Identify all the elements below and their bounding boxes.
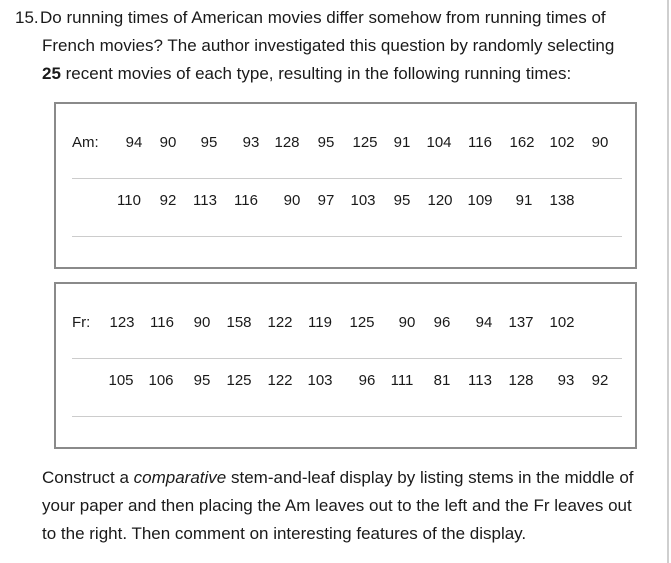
am-running-time: 104 bbox=[426, 134, 452, 151]
fr-running-time: 94 bbox=[475, 314, 493, 331]
am-running-time: 116 bbox=[468, 134, 492, 151]
am-running-time: 93 bbox=[242, 134, 260, 151]
fr-running-time: 113 bbox=[468, 372, 492, 389]
fr-running-time: 122 bbox=[267, 372, 293, 389]
am-running-time: 90 bbox=[283, 192, 301, 209]
am-running-time: 97 bbox=[317, 192, 335, 209]
fr-bottom-divider bbox=[72, 416, 622, 417]
fr-running-time: 125 bbox=[226, 372, 252, 389]
question-text-line-1: Do running times of American movies differ somehow from running times of bbox=[40, 8, 606, 27]
am-running-time: 128 bbox=[274, 134, 300, 151]
fr-running-time: 90 bbox=[398, 314, 416, 331]
instructions-line-3: to the right. Then comment on interesting features of the display. bbox=[42, 524, 527, 543]
am-label: Am: bbox=[72, 134, 99, 151]
am-running-time: 102 bbox=[549, 134, 575, 151]
am-running-time: 110 bbox=[117, 192, 141, 209]
fr-running-time: 102 bbox=[549, 314, 575, 331]
am-running-time: 125 bbox=[352, 134, 378, 151]
fr-running-time: 111 bbox=[390, 372, 414, 389]
question-text-line-3-rest: recent movies of each type, resulting in the following running times: bbox=[60, 64, 572, 83]
fr-running-time: 158 bbox=[226, 314, 252, 331]
instructions-line-1-start: Construct a bbox=[42, 468, 134, 487]
am-running-time: 91 bbox=[515, 192, 533, 209]
fr-running-time: 106 bbox=[148, 372, 174, 389]
fr-running-time: 122 bbox=[267, 314, 293, 331]
fr-row-divider bbox=[72, 358, 622, 359]
am-running-time: 95 bbox=[200, 134, 218, 151]
am-running-time: 94 bbox=[125, 134, 143, 151]
am-running-time: 116 bbox=[234, 192, 258, 209]
am-running-time: 120 bbox=[427, 192, 453, 209]
instructions-emphasis: comparative bbox=[133, 468, 227, 487]
am-running-time: 92 bbox=[159, 192, 177, 209]
question-text-line-2: French movies? The author investigated this question by randomly selecting bbox=[42, 36, 615, 55]
fr-running-time: 81 bbox=[433, 372, 451, 389]
am-running-time: 113 bbox=[193, 192, 217, 209]
instructions-line-1 bbox=[42, 468, 634, 488]
am-running-time: 162 bbox=[509, 134, 535, 151]
instructions-line-1-end: stem-and-leaf display by listing stems in the middle of bbox=[226, 468, 634, 487]
am-bottom-divider bbox=[72, 236, 622, 237]
question-number: 15. bbox=[15, 8, 39, 27]
fr-running-time: 93 bbox=[557, 372, 575, 389]
am-row-divider bbox=[72, 178, 622, 179]
fr-running-time: 119 bbox=[308, 314, 332, 331]
fr-running-time: 96 bbox=[433, 314, 451, 331]
instructions-line-2: your paper and then placing the Am leaves out to the left and the Fr leaves out bbox=[42, 496, 632, 515]
am-running-time: 109 bbox=[467, 192, 493, 209]
am-running-time: 95 bbox=[393, 192, 411, 209]
sample-size: 25 bbox=[42, 64, 61, 83]
fr-running-time: 116 bbox=[150, 314, 174, 331]
am-running-time: 138 bbox=[549, 192, 575, 209]
fr-running-time: 123 bbox=[109, 314, 135, 331]
american-times-box bbox=[54, 102, 637, 269]
am-running-time: 95 bbox=[317, 134, 335, 151]
am-running-time: 90 bbox=[591, 134, 609, 151]
fr-running-time: 128 bbox=[508, 372, 534, 389]
fr-running-time: 96 bbox=[358, 372, 376, 389]
fr-running-time: 95 bbox=[193, 372, 211, 389]
am-running-time: 103 bbox=[350, 192, 376, 209]
fr-label: Fr: bbox=[72, 314, 91, 331]
fr-running-time: 105 bbox=[108, 372, 134, 389]
fr-running-time: 137 bbox=[508, 314, 534, 331]
fr-running-time: 90 bbox=[193, 314, 211, 331]
page-right-border bbox=[667, 0, 669, 563]
fr-running-time: 103 bbox=[307, 372, 333, 389]
am-running-time: 91 bbox=[393, 134, 411, 151]
french-times-box bbox=[54, 282, 637, 449]
question-text-line-3 bbox=[42, 64, 571, 84]
am-running-time: 90 bbox=[159, 134, 177, 151]
fr-running-time: 125 bbox=[349, 314, 375, 331]
fr-running-time: 92 bbox=[591, 372, 609, 389]
